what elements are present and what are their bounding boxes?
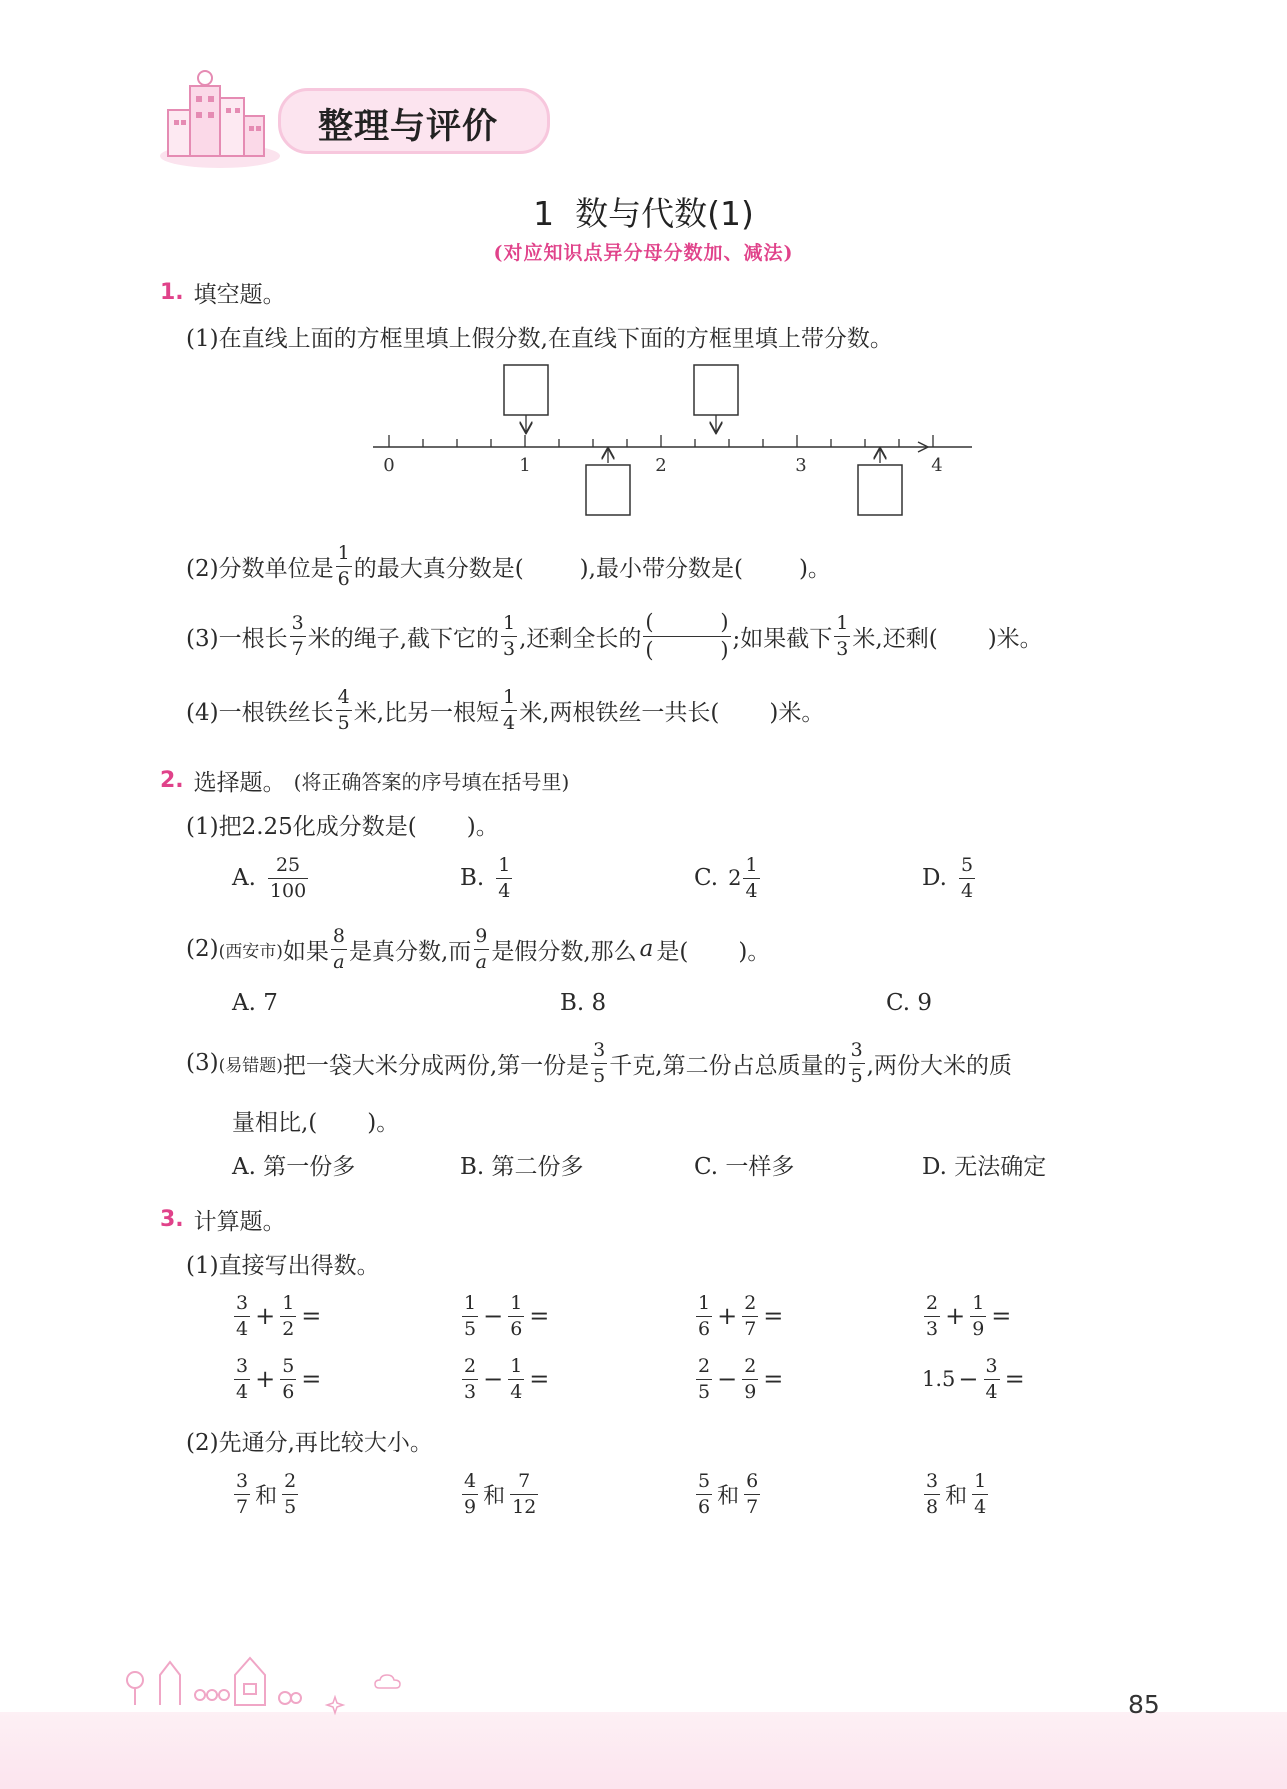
q2-p3-text-c: 千克,第二份占总质量的	[609, 1052, 847, 1079]
denominator: 7	[746, 1495, 759, 1518]
numerator: 6	[746, 1469, 759, 1492]
q1-p2-text-a: (2)分数单位是	[186, 555, 334, 582]
denominator: 5	[850, 1064, 863, 1087]
equals-sign: =	[529, 1365, 550, 1393]
numerator: 2	[284, 1469, 297, 1492]
fraction	[970, 1291, 986, 1340]
q2-p3-line2-a: 量相比,(	[232, 1110, 318, 1136]
q2-p1-option-d[interactable]	[922, 848, 977, 908]
and-word: 和	[255, 1483, 278, 1509]
fraction	[924, 1469, 940, 1518]
operator: +	[717, 1302, 738, 1330]
equals-sign: =	[763, 1365, 784, 1393]
denominator: 3	[836, 637, 849, 660]
fraction	[473, 924, 489, 973]
q2-p2-text-e: 是(	[656, 938, 689, 965]
answer-box-lower-2[interactable]	[858, 465, 902, 515]
section-subtitle: (对应知识点异分母分数加、减法)	[493, 242, 794, 264]
q2-p3-option-a[interactable]: A. 第一份多	[232, 1154, 356, 1180]
numerator: 1	[282, 1291, 295, 1314]
q1-part4	[186, 680, 824, 740]
equals-sign: =	[301, 1302, 322, 1330]
fraction	[742, 1354, 758, 1403]
denominator: 5	[337, 711, 350, 734]
fraction	[280, 1291, 296, 1340]
compare-pair[interactable]	[232, 1464, 300, 1524]
fraction	[462, 1354, 478, 1403]
axis-ticks	[389, 435, 933, 447]
and-word: 和	[945, 1483, 968, 1509]
numerator: 3	[593, 1038, 606, 1061]
denominator: 7	[291, 637, 304, 660]
source-tag: (西安市)	[218, 941, 283, 962]
q1-p2-text-d: )。	[798, 555, 831, 582]
denominator: 4	[236, 1380, 249, 1403]
answer-fraction-blank[interactable]	[643, 609, 730, 662]
q2-p1-end: )。	[466, 814, 499, 840]
q2-p2-text-a: (2)	[186, 936, 219, 962]
q2-p2-text-c: 是真分数,而	[348, 938, 472, 965]
q2-title: 选择题。	[193, 770, 286, 796]
fraction	[234, 1291, 250, 1340]
denominator: 9	[972, 1317, 985, 1340]
page-number: 85	[1128, 1690, 1160, 1719]
q2-p1-option-b[interactable]	[460, 848, 514, 908]
denominator: a	[333, 950, 345, 973]
fraction	[336, 541, 352, 590]
answer-box-lower-1[interactable]	[586, 465, 630, 515]
number-line	[370, 360, 943, 530]
denominator: 6	[698, 1317, 711, 1340]
q2-p1-text: (1)把2.25化成分数是(	[186, 814, 417, 840]
denominator: 8	[926, 1495, 939, 1518]
q3-part1: (1)直接写出得数。	[186, 1253, 380, 1279]
numerator: 1	[498, 853, 511, 876]
answer-box-upper-2[interactable]	[694, 365, 738, 415]
option-letter: B.	[460, 865, 485, 891]
q1-p3-text-c: ,还剩全长的	[519, 625, 642, 652]
variable: a	[639, 936, 654, 962]
denominator: 12	[512, 1495, 537, 1518]
q1-p3-text-e: 米,还剩(	[852, 625, 938, 652]
equals-sign: =	[529, 1302, 550, 1330]
equals-sign: =	[991, 1302, 1012, 1330]
fraction	[462, 1291, 478, 1340]
whole-number: 2	[728, 866, 742, 890]
q2-note: (将正确答案的序号填在括号里)	[293, 770, 570, 794]
equals-sign: =	[301, 1365, 322, 1393]
q2-p3-line2-b: )。	[367, 1110, 400, 1136]
denominator: 9	[464, 1495, 477, 1518]
q1-number: 1.	[160, 280, 184, 305]
calc-expression[interactable]	[232, 1286, 321, 1346]
denominator: 4	[960, 879, 974, 902]
q2-p2-text-b: 如果	[282, 938, 329, 965]
numerator: 2	[926, 1291, 939, 1314]
q1-part2	[186, 536, 831, 596]
tick-label-2: 2	[655, 455, 667, 476]
denominator: 4	[510, 1380, 523, 1403]
fraction	[972, 1469, 988, 1518]
fraction	[268, 853, 308, 902]
denominator: 5	[593, 1064, 606, 1087]
q1-p2-text-b: 的最大真分数是(	[353, 555, 524, 582]
fraction	[742, 1291, 758, 1340]
denominator: 7	[744, 1317, 757, 1340]
numerator: 3	[291, 611, 304, 634]
q2-p1-option-c[interactable]	[694, 848, 762, 908]
numerator: 1	[503, 611, 516, 634]
numerator: 3	[236, 1469, 249, 1492]
equals-sign: =	[1004, 1365, 1025, 1393]
footer-band	[0, 1712, 1287, 1789]
q1-part3	[186, 606, 1043, 666]
operator: −	[717, 1365, 738, 1393]
fraction	[280, 1354, 296, 1403]
banner-title: 整理与评价	[318, 107, 499, 147]
denominator: 9	[744, 1380, 757, 1403]
operator: −	[483, 1365, 504, 1393]
fraction	[508, 1291, 524, 1340]
calc-expression[interactable]	[694, 1286, 783, 1346]
denominator: 6	[282, 1380, 295, 1403]
calc-expression[interactable]	[232, 1349, 321, 1409]
numerator: 4	[464, 1469, 477, 1492]
calc-expression[interactable]	[460, 1349, 549, 1409]
tick-label-3: 3	[795, 455, 807, 476]
q1-p2-text-c: ),最小带分数是(	[579, 555, 743, 582]
q1-p4-text-c: 米,两根铁丝一共长(	[519, 699, 720, 726]
numerator: 2	[744, 1291, 757, 1314]
numerator: 2	[744, 1354, 757, 1377]
q3-heading	[160, 1203, 286, 1236]
numerator: 2	[698, 1354, 711, 1377]
numerator: 1	[836, 611, 849, 634]
calc-expression[interactable]	[922, 1286, 1011, 1346]
numerator: 1	[510, 1354, 523, 1377]
q1-title: 填空题。	[193, 282, 286, 308]
numerator: 1	[745, 853, 758, 876]
option-letter: A.	[232, 865, 256, 891]
tick-label-4: 4	[931, 455, 943, 476]
fraction	[696, 1291, 712, 1340]
numerator: 7	[518, 1469, 531, 1492]
numerator: 1	[698, 1291, 711, 1314]
denominator: 4	[745, 879, 758, 902]
fraction	[849, 1038, 865, 1087]
compare-pair[interactable]	[460, 1464, 540, 1524]
and-word: 和	[717, 1483, 740, 1509]
fraction	[462, 1469, 478, 1518]
fraction	[924, 1291, 940, 1340]
q2-p2-text-f: )。	[738, 938, 771, 965]
numerator: 9	[475, 924, 488, 947]
q3-title: 计算题。	[193, 1209, 286, 1235]
q3-number: 3.	[160, 1207, 184, 1232]
denominator: 4	[974, 1495, 987, 1518]
calc-expression[interactable]	[460, 1286, 549, 1346]
numerator: 4	[337, 685, 350, 708]
q2-part1	[186, 808, 499, 841]
denominator: 3	[926, 1317, 939, 1340]
denominator: 7	[236, 1495, 249, 1518]
denominator: 4	[503, 711, 516, 734]
q2-p3-text-d: ,两份大米的质	[866, 1052, 1012, 1079]
fraction	[984, 1354, 1000, 1403]
q2-part3	[186, 1032, 1012, 1094]
fraction	[331, 924, 347, 973]
fraction	[591, 1038, 607, 1087]
numerator: 1	[974, 1469, 987, 1492]
fraction	[510, 1469, 538, 1518]
fraction	[696, 1469, 712, 1518]
numerator: 3	[850, 1038, 863, 1061]
q1-p4-text-d: )米。	[769, 699, 825, 726]
fraction	[834, 611, 850, 660]
q1-p4-text-b: 米,比另一根短	[353, 699, 499, 726]
tick-label-0: 0	[383, 455, 395, 476]
calc-expression[interactable]	[694, 1349, 783, 1409]
q1-p3-text-d: ;如果截下	[732, 625, 833, 652]
q2-p2-option-c[interactable]: C. 9	[886, 990, 933, 1016]
compare-pair[interactable]	[694, 1464, 762, 1524]
fraction	[290, 611, 306, 660]
q2-part2	[186, 918, 770, 980]
q2-p2-text-d: 是假分数,那么	[491, 938, 637, 965]
numerator: 2	[464, 1354, 477, 1377]
numerator: 5	[698, 1469, 711, 1492]
q2-p2-option-a[interactable]: A. 7	[232, 990, 278, 1016]
denominator: 5	[464, 1317, 477, 1340]
fraction	[508, 1354, 524, 1403]
q1-heading	[160, 276, 286, 309]
denominator: 6	[698, 1495, 711, 1518]
answer-box-upper-1[interactable]	[504, 365, 548, 415]
denominator: 4	[498, 879, 511, 902]
section-title: 1 数与代数(1)	[533, 194, 754, 233]
q2-p3-option-d[interactable]: D. 无法确定	[922, 1154, 1047, 1180]
q2-p3-option-c[interactable]: C. 一样多	[694, 1154, 795, 1180]
compare-pair[interactable]	[922, 1464, 990, 1524]
numerator: 3	[236, 1354, 249, 1377]
numerator: 1	[503, 685, 516, 708]
numerator: 25	[275, 853, 301, 876]
denominator: 4	[985, 1380, 998, 1403]
fraction	[501, 611, 517, 660]
and-word: 和	[483, 1483, 506, 1509]
tick-label-1: 1	[519, 455, 531, 476]
option-letter: D.	[922, 865, 947, 891]
fraction	[496, 853, 512, 902]
sparkle-icon	[325, 1695, 345, 1715]
q1-p3-text-f: )米。	[987, 625, 1043, 652]
calc-expression[interactable]	[922, 1349, 1025, 1409]
fraction	[282, 1469, 298, 1518]
denominator: 5	[698, 1380, 711, 1403]
numerator: 1	[337, 541, 350, 564]
numerator: 3	[926, 1469, 939, 1492]
decimal-number: 1.5	[922, 1367, 956, 1391]
q2-p2-option-b[interactable]: B. 8	[560, 990, 607, 1016]
q2-number: 2.	[160, 768, 184, 793]
fraction	[744, 1469, 760, 1518]
town-illustration-icon	[120, 1650, 320, 1710]
numerator: 3	[985, 1354, 998, 1377]
denominator: 100	[269, 879, 307, 902]
q2-part3-line2	[232, 1104, 399, 1137]
cloud-icon	[373, 1672, 403, 1692]
q2-p3-text-b: 把一袋大米分成两份,第一份是	[282, 1052, 590, 1079]
denominator-blank[interactable]: ( )	[645, 637, 729, 662]
numerator: 1	[510, 1291, 523, 1314]
q2-heading	[160, 764, 569, 797]
q2-p3-text-a: (3)	[186, 1050, 219, 1076]
q1-p4-text-a: (4)一根铁丝长	[186, 699, 334, 726]
denominator: 5	[284, 1495, 297, 1518]
q1-part1: (1)在直线上面的方框里填上假分数,在直线下面的方框里填上带分数。	[186, 326, 893, 352]
numerator: 1	[464, 1291, 477, 1314]
denominator: a	[475, 950, 487, 973]
operator: −	[958, 1365, 979, 1393]
q1-p3-text-b: 米的绳子,截下它的	[307, 625, 499, 652]
denominator: 4	[236, 1317, 249, 1340]
numerator-blank[interactable]: ( )	[645, 609, 729, 634]
numerator: 5	[282, 1354, 295, 1377]
q1-p3-text-a: (3)一根长	[186, 625, 288, 652]
operator: +	[945, 1302, 966, 1330]
q2-p3-option-b[interactable]: B. 第二份多	[460, 1154, 584, 1180]
building-illustration-icon	[150, 64, 280, 174]
numerator: 1	[972, 1291, 985, 1314]
denominator: 3	[503, 637, 516, 660]
numerator: 8	[332, 924, 345, 947]
numerator: 3	[236, 1291, 249, 1314]
fraction	[959, 853, 975, 902]
tricky-tag: (易错题)	[218, 1055, 283, 1076]
fraction	[336, 685, 352, 734]
operator: +	[255, 1302, 276, 1330]
equals-sign: =	[763, 1302, 784, 1330]
fraction	[234, 1469, 250, 1518]
operator: −	[483, 1302, 504, 1330]
denominator: 6	[510, 1317, 523, 1340]
fraction	[743, 853, 759, 902]
denominator: 2	[282, 1317, 295, 1340]
fraction	[696, 1354, 712, 1403]
denominator: 6	[337, 567, 350, 590]
q2-p1-option-a[interactable]	[232, 848, 310, 908]
fraction	[234, 1354, 250, 1403]
operator: +	[255, 1365, 276, 1393]
numerator: 5	[960, 853, 974, 876]
fraction	[501, 685, 517, 734]
denominator: 3	[464, 1380, 477, 1403]
q3-part2: (2)先通分,再比较大小。	[186, 1430, 433, 1456]
option-letter: C.	[694, 865, 719, 891]
header-banner	[150, 64, 570, 174]
